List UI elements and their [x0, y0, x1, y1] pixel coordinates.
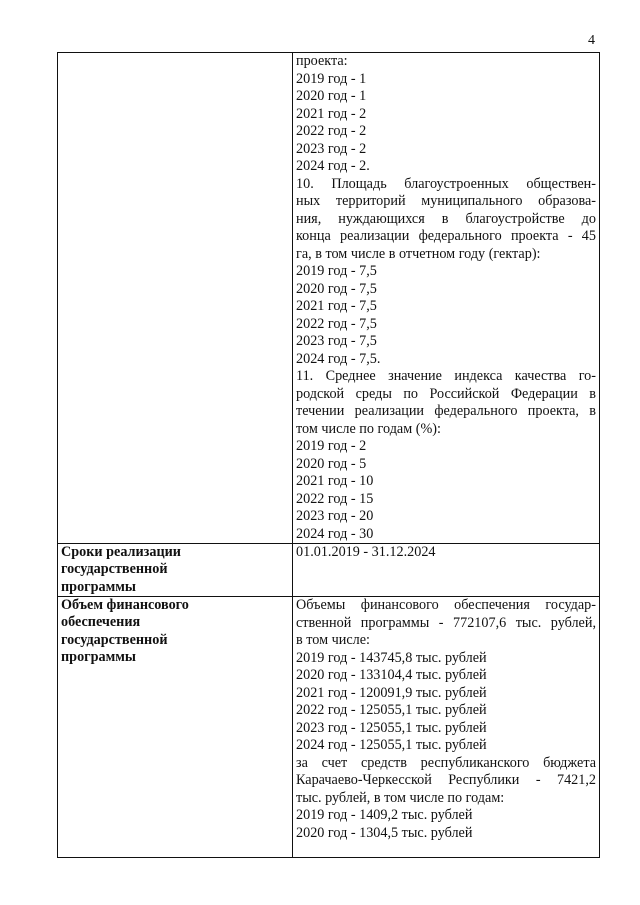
row-label-line: государственной: [61, 631, 168, 648]
page-number: 4: [588, 33, 595, 48]
content-line: 2021 год - 2: [296, 105, 367, 122]
row-label-cell: [58, 597, 293, 858]
row-content-cell: [293, 53, 600, 544]
content-line: тыс. рублей, в том числе по годам:: [296, 789, 505, 806]
content-line: 2023 год - 20: [296, 508, 374, 524]
row-label-line: программы: [61, 648, 136, 665]
content-line: 2021 год - 7,5: [296, 298, 377, 314]
content-line: том числе по годам (%):: [296, 420, 441, 437]
content-line: 2019 год - 1: [296, 70, 367, 87]
row-label-cell: [58, 544, 293, 597]
content-line: 2019 год - 1409,2 тыс. рублей: [296, 807, 473, 823]
content-line: 2022 год - 2: [296, 123, 367, 139]
content-line: га, в том числе в отчетном году (гектар):: [296, 245, 541, 262]
row-content-cell: [293, 597, 600, 858]
content-line: 2021 год - 10: [296, 473, 374, 489]
content-line: 11. Среднее значение индекса качества го-: [296, 368, 596, 384]
table-row-indicators: [58, 53, 600, 544]
content-line: конца реализации федерального проекта - 45: [296, 228, 596, 244]
content-line: 2023 год - 2: [296, 140, 367, 157]
content-line: 2022 год - 125055,1 тыс. рублей: [296, 702, 487, 718]
content-line: родской среды по Российской Федерации в: [296, 385, 596, 402]
content-line: 2019 год - 143745,8 тыс. рублей: [296, 649, 487, 666]
content-line: 01.01.2019 - 31.12.2024: [296, 544, 436, 560]
row-label-cell: [58, 53, 293, 544]
content-line: 2022 год - 7,5: [296, 315, 377, 332]
content-line: ственной программы - 772107,6 тыс. рублей,: [296, 614, 596, 631]
content-line: 2024 год - 30: [296, 525, 374, 542]
content-line: течении реализации федерального проекта, в: [296, 403, 596, 419]
content-line: 2020 год - 5: [296, 455, 367, 472]
content-line: в том числе:: [296, 632, 370, 648]
content-line: Карачаево-Черкесской Республики - 7421,2: [296, 772, 596, 788]
row-label-line: Объем финансового: [61, 597, 189, 613]
content-line: Объемы финансового обеспечения государ-: [296, 597, 596, 613]
content-line: 2024 год - 2.: [296, 158, 370, 174]
content-line: 2024 год - 125055,1 тыс. рублей: [296, 737, 487, 753]
row-content-cell: [293, 544, 600, 597]
content-line: 2021 год - 120091,9 тыс. рублей: [296, 684, 487, 701]
content-line: 2023 год - 125055,1 тыс. рублей: [296, 719, 487, 736]
row-label-line: Сроки реализации: [61, 544, 181, 560]
content-line: за счет средств республиканского бюджета: [296, 754, 596, 771]
content-line: 2020 год - 133104,4 тыс. рублей: [296, 667, 487, 683]
row-label-line: государственной: [61, 561, 168, 578]
content-line: 10. Площадь благоустроенных обществен-: [296, 175, 596, 192]
content-line: 2023 год - 7,5: [296, 333, 377, 349]
content-line: 2022 год - 15: [296, 490, 374, 507]
content-line: ния, нуждающихся в благоустройстве до: [296, 210, 596, 227]
table-row-funding: [58, 597, 600, 858]
table-row-timeline: [58, 544, 600, 597]
row-label-line: программы: [61, 578, 136, 595]
content-line: 2020 год - 1304,5 тыс. рублей: [296, 824, 473, 841]
content-line: 2020 год - 1: [296, 88, 367, 104]
content-line: 2020 год - 7,5: [296, 280, 377, 297]
content-line: ных территорий муниципального образова-: [296, 193, 596, 209]
content-line: проекта:: [296, 53, 348, 69]
content-line: 2019 год - 7,5: [296, 263, 377, 279]
program-passport-table: [57, 52, 600, 858]
row-label-line: обеспечения: [61, 614, 141, 631]
content-line: 2019 год - 2: [296, 438, 367, 454]
content-line: 2024 год - 7,5.: [296, 350, 381, 367]
